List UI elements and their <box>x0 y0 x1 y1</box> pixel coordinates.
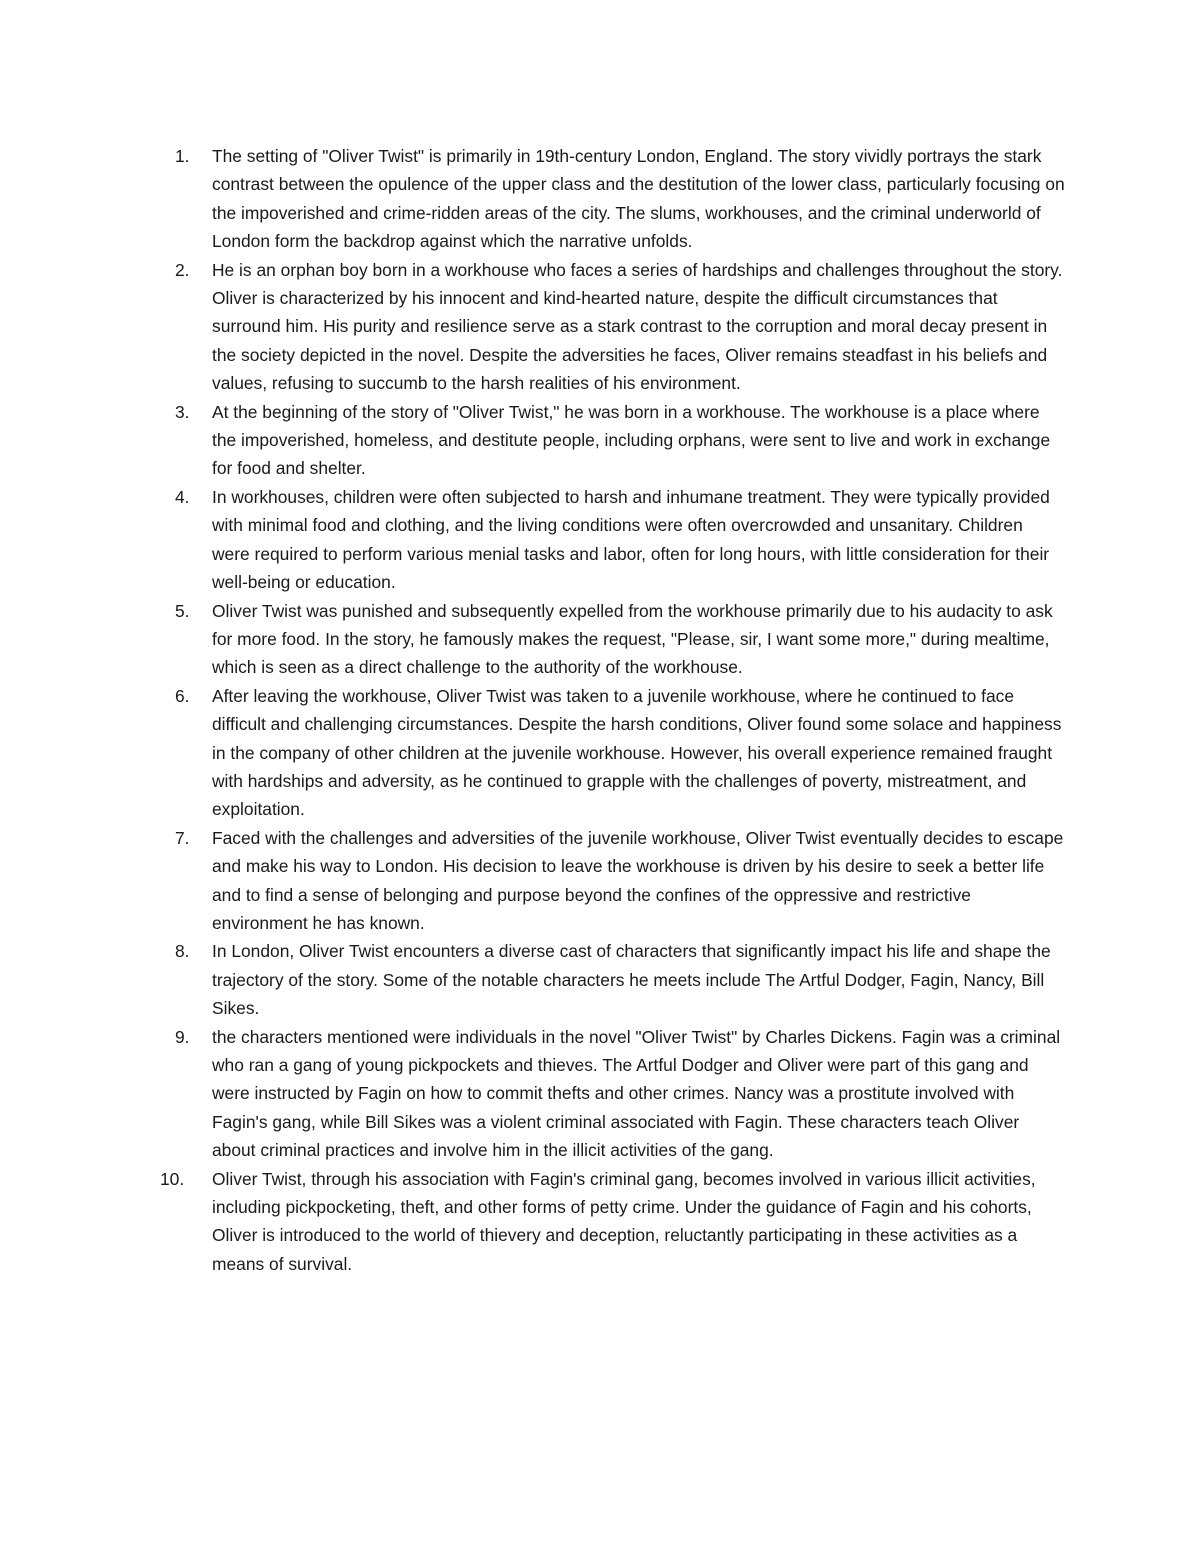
list-item-9 <box>160 1023 1065 1165</box>
item-number: 2. <box>175 259 190 280</box>
list-item-1 <box>160 142 1065 256</box>
item-text: He is an orphan boy born in a workhouse who faces a series of hardships and challenges throughout the story. Oliver is characterized by his innocent and kind-hearted nature, despite the difficult circumstances that surround him. His purity and resilience serve as a stark contrast to the corruption and moral decay present in the society depicted in the novel. Despite the adversities he faces, Oliver remains steadfast in his beliefs and values, refusing to succumb to the harsh realities of his environment. <box>212 259 1063 394</box>
list-item-3 <box>160 398 1065 483</box>
item-number: 10. <box>160 1168 185 1189</box>
list-item-5 <box>160 597 1065 682</box>
list-item-4 <box>160 483 1065 597</box>
list-item-8 <box>160 937 1065 1022</box>
list-item-2 <box>160 256 1065 398</box>
numbered-answer-list <box>160 142 1065 1278</box>
list-item-10 <box>160 1165 1065 1279</box>
item-number: 8. <box>175 941 190 962</box>
item-number: 3. <box>175 401 190 422</box>
item-number: 9. <box>175 1026 190 1047</box>
item-text: In workhouses, children were often subjected to harsh and inhumane treatment. They were typically provided with minimal food and clothing, and the living conditions were often overcrowded and unsanitary. Children were required to perform various menial tasks and labor, often for long hours, with little consideration for their well-being or education. <box>212 486 1050 593</box>
item-text: the characters mentioned were individuals in the novel "Oliver Twist" by Charles Dickens. Fagin was a criminal who ran a gang of young pickpockets and thieves. The Artful Dodger and Oliver were part of this gang and were instructed by Fagin on how to commit thefts and other crimes. Nancy was a prostitute involved with Fagin's gang, while Bill Sikes was a violent criminal associated with Fagin. These characters teach Oliver about criminal practices and involve him in the illicit activities of the gang. <box>212 1026 1061 1161</box>
item-number: 7. <box>175 827 190 848</box>
item-text: Faced with the challenges and adversities of the juvenile workhouse, Oliver Twist eventually decides to escape and make his way to London. His decision to leave the workhouse is driven by his desire to seek a better life and to find a sense of belonging and purpose beyond the confines of the oppressive and restrictive environment he has known. <box>212 827 1064 933</box>
item-text: Oliver Twist, through his association with Fagin's criminal gang, becomes involved in various illicit activities, including pickpocketing, theft, and other forms of petty crime. Under the guidance of Fagin and his cohorts, Oliver is introduced to the world of thievery and deception, reluctantly participating in these activities as a means of survival. <box>212 1168 1036 1274</box>
list-item-7 <box>160 824 1065 938</box>
item-text: Oliver Twist was punished and subsequently expelled from the workhouse primarily due to his audacity to ask for more food. In the story, he famously makes the request, "Please, sir, I want some more," during mealtime, which is seen as a direct challenge to the authority of the workhouse. <box>212 600 1053 678</box>
item-number: 6. <box>175 685 190 706</box>
item-text: In London, Oliver Twist encounters a diverse cast of characters that significantly impact his life and shape the trajectory of the story. Some of the notable characters he meets include The Artful Dodger, Fagin, Nancy, Bill Sikes. <box>212 941 1051 1019</box>
item-number: 1. <box>175 146 190 166</box>
list-item-6 <box>160 682 1065 824</box>
item-number: 4. <box>175 486 190 507</box>
item-text: After leaving the workhouse, Oliver Twist was taken to a juvenile workhouse, where he continued to face difficult and challenging circumstances. Despite the harsh conditions, Oliver found some solace and happiness in the company of other children at the juvenile workhouse. However, his overall experience remained fraught with hardships and adversity, as he continued to grapple with the challenges of poverty, mistreatment, and exploitation. <box>212 685 1062 820</box>
item-text: The setting of "Oliver Twist" is primarily in 19th-century London, England. The story vividly portrays the stark contrast between the opulence of the upper class and the destitution of the lower class, particularly focusing on the impoverished and crime-ridden areas of the city. The slums, workhouses, and the criminal underworld of London form the backdrop against which the narrative unfolds. <box>212 146 1065 252</box>
item-number: 5. <box>175 600 190 621</box>
item-text: At the beginning of the story of "Oliver Twist," he was born in a workhouse. The workhouse is a place where the impoverished, homeless, and destitute people, including orphans, were sent to live and work in exchange for food and shelter. <box>212 401 1051 479</box>
